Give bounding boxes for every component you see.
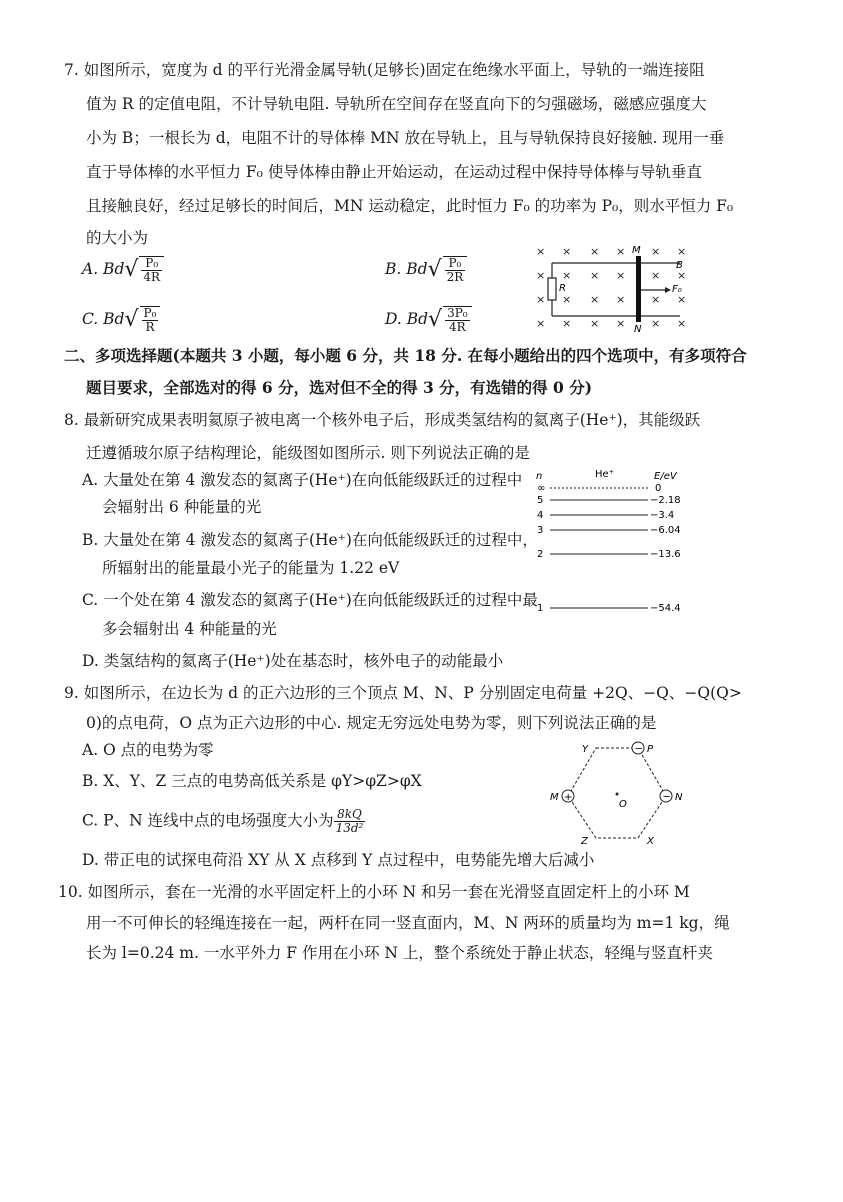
q9-option-a[interactable]: A. O 点的电势为零: [82, 741, 214, 759]
q7-line-4: 直于导体棒的水平恒力 F₀ 使导体棒由静止开始运动，在运动过程中保持导体棒与导轨垂直: [86, 163, 702, 181]
q9-hexagon-figure: [548, 738, 698, 848]
plus-sign-icon: +: [564, 792, 573, 803]
q8-energy-level-diagram: [534, 466, 704, 618]
svg-text:×: ×: [590, 293, 600, 306]
label-z: Z: [581, 836, 588, 847]
level-3-e: −6.04: [650, 525, 681, 536]
label-f0: F₀: [672, 284, 682, 295]
svg-text:×: ×: [562, 317, 572, 330]
q10-line-1: 10. 如图所示，套在一光滑的水平固定杆上的小环 N 和另一套在光滑竖直固定杆上的小环 M: [58, 883, 690, 901]
label-n: N: [634, 324, 642, 335]
label-m: M: [632, 245, 641, 256]
q9-line-2: 0)的点电荷，O 点为正六边形的中心. 规定无穷远处电势为零，则下列说法正确的是: [86, 714, 657, 732]
label-b: B: [676, 260, 683, 271]
svg-text:×: ×: [590, 269, 600, 282]
q8-option-b-cont: 所辐射出的能量最小光子的能量为 1.22 eV: [102, 559, 400, 577]
label-x: X: [647, 836, 654, 847]
section-2-heading: 二、多项选择题(本题共 3 小题，每小题 6 分，共 18 分. 在每小题给出的四个选项中，有多项符合: [64, 346, 747, 365]
label-o: O: [619, 799, 627, 810]
level-5-e: −2.18: [650, 495, 681, 506]
label-r: R: [559, 283, 566, 294]
center-point: [616, 793, 619, 796]
label-p: P: [647, 744, 654, 755]
level-inf-n: ∞: [537, 483, 546, 494]
svg-text:×: ×: [616, 293, 626, 306]
svg-text:×: ×: [536, 293, 546, 306]
q8-line-1: 8. 最新研究成果表明氦原子被电离一个核外电子后，形成类氢结构的氦离子(He⁺)，其能级跃: [64, 411, 701, 429]
q7-circuit-figure: [530, 240, 700, 335]
svg-text:×: ×: [536, 269, 546, 282]
svg-text:×: ×: [616, 269, 626, 282]
minus-sign-icon: −: [634, 743, 643, 755]
q8-option-b[interactable]: B. 大量处在第 4 激发态的氦离子(He⁺)在向低能级跃迁的过程中，: [82, 531, 538, 549]
svg-text:×: ×: [677, 293, 687, 306]
svg-text:×: ×: [562, 269, 572, 282]
level-3-n: 3: [537, 525, 544, 536]
q10-line-2: 用一不可伸长的轻绳连接在一起，两杆在同一竖直面内，M、N 两环的质量均为 m=1 kg，绳: [86, 914, 730, 932]
q10-line-3: 长为 l=0.24 m. 一水平外力 F 作用在小环 N 上，整个系统处于静止状态，轻绳与竖直杆夹: [86, 944, 713, 962]
level-5-n: 5: [537, 495, 544, 506]
svg-text:×: ×: [536, 245, 546, 258]
svg-text:×: ×: [677, 245, 687, 258]
minus-sign-icon: −: [662, 791, 671, 803]
q7-line-3: 小为 B；一根长为 d，电阻不计的导体棒 MN 放在导轨上，且与导轨保持良好接触. 现用一垂: [86, 129, 725, 147]
level-inf-e: 0: [655, 483, 662, 494]
diagram-title: He⁺: [595, 469, 614, 480]
svg-text:×: ×: [616, 245, 626, 258]
svg-text:×: ×: [536, 317, 546, 330]
q7-option-a[interactable]: A. Bd√ $\frac{\text{P₀}}{4R}$: [82, 256, 164, 286]
q9-option-c[interactable]: C. P、N 连线中点的电场强度大小为 $\frac{8kQ}{\text{13d²}}$: [82, 807, 364, 835]
svg-text:×: ×: [651, 293, 661, 306]
svg-text:×: ×: [590, 245, 600, 258]
level-1-e: −54.4: [650, 603, 681, 614]
level-2-e: −13.6: [650, 549, 681, 560]
q7-line-5: 且接触良好，经过足够长的时间后，MN 运动稳定，此时恒力 F₀ 的功率为 P₀，则水平恒力 F₀: [86, 197, 734, 215]
q9-option-d[interactable]: D. 带正电的试探电荷沿 XY 从 X 点移到 Y 点过程中，电势能先增大后减小: [82, 851, 595, 869]
e-axis-label: E/eV: [654, 471, 677, 482]
level-4-e: −3.4: [650, 510, 675, 521]
section-2-heading-cont: 题目要求，全部选对的得 6 分，选对但不全的得 3 分，有选错的得 0 分): [86, 378, 593, 397]
q8-option-a-cont: 会辐射出 6 种能量的光: [102, 498, 262, 516]
q7-line-1: 7. 如图所示，宽度为 d 的平行光滑金属导轨(足够长)固定在绝缘水平面上，导轨的一端连接阻: [64, 61, 705, 79]
q8-option-d[interactable]: D. 类氢结构的氦离子(He⁺)处在基态时，核外电子的动能最小: [82, 652, 504, 670]
svg-text:×: ×: [677, 269, 687, 282]
label-m: M: [550, 792, 559, 803]
q7-option-d[interactable]: D. Bd√ $\frac{\text{3P₀}}{4R}$: [385, 306, 472, 336]
svg-text:×: ×: [677, 317, 687, 330]
q7-line-6: 的大小为: [86, 229, 149, 247]
q8-option-a[interactable]: A. 大量处在第 4 激发态的氦离子(He⁺)在向低能级跃迁的过程中: [82, 471, 523, 489]
svg-text:×: ×: [651, 317, 661, 330]
label-n: N: [675, 792, 683, 803]
label-y: Y: [582, 744, 589, 755]
level-4-n: 4: [537, 510, 544, 521]
q8-line-2: 迁遵循玻尔原子结构理论，能级图如图所示. 则下列说法正确的是: [86, 444, 530, 462]
q8-option-c-cont: 多会辐射出 4 种能量的光: [102, 620, 277, 638]
q9-line-1: 9. 如图所示，在边长为 d 的正六边形的三个顶点 M、N、P 分别固定电荷量 +2Q、−Q、−Q(Q>: [64, 684, 742, 702]
svg-text:×: ×: [651, 245, 661, 258]
q9-option-b[interactable]: B. X、Y、Z 三点的电势高低关系是 φY>φZ>φX: [82, 772, 422, 790]
conductor-rod: [636, 256, 641, 322]
q7-line-2: 值为 R 的定值电阻，不计导轨电阻. 导轨所在空间存在竖直向下的匀强磁场，磁感应强度大: [86, 95, 707, 113]
q7-option-c[interactable]: C. Bd√ $\frac{\text{P₀}}{R}$: [82, 306, 160, 336]
level-1-n: 1: [537, 603, 544, 614]
n-axis-label: n: [536, 471, 543, 482]
level-2-n: 2: [537, 549, 544, 560]
svg-text:×: ×: [616, 317, 626, 330]
svg-text:×: ×: [651, 269, 661, 282]
arrow-head-icon: [665, 287, 671, 293]
resistor: [548, 278, 556, 300]
svg-text:×: ×: [562, 293, 572, 306]
q7-option-b[interactable]: B. Bd√ $\frac{\text{P₀}}{2R}$: [385, 256, 467, 286]
svg-text:×: ×: [562, 245, 572, 258]
q8-option-c[interactable]: C. 一个处在第 4 激发态的氦离子(He⁺)在向低能级跃迁的过程中最: [82, 591, 538, 609]
svg-text:×: ×: [590, 317, 600, 330]
